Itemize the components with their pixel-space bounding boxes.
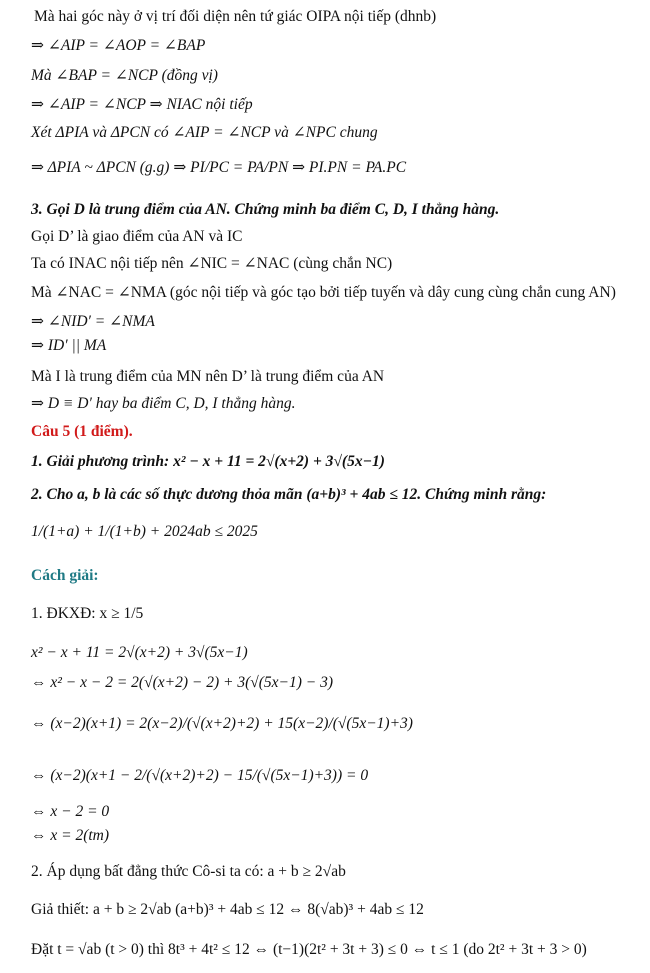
similar-triangles-line: ⇒ ΔPIA ~ ΔPCN (g.g) ⇒ PI/PC = PA/PN ⇒ PI.PN = PA.PC bbox=[31, 159, 407, 176]
text-line-7: Gọi D’ là giao điểm của AN và IC bbox=[31, 228, 243, 245]
question-5-heading: Câu 5 (1 điểm). bbox=[31, 423, 133, 440]
text-line-5: Xét ΔPIA và ΔPCN có ∠AIP = ∠NCP và ∠NPC chung bbox=[31, 124, 378, 141]
section-3-heading: 3. Gọi D là trung điểm của AN. Chứng minh ba điểm C, D, I thẳng hàng. bbox=[31, 201, 500, 218]
text-line-3: Mà ∠BAP = ∠NCP (đồng vị) bbox=[31, 67, 218, 84]
text-line-8: Ta có INAC nội tiếp nên ∠NIC = ∠NAC (cùng chắn NC) bbox=[31, 255, 393, 272]
text-line-1: Mà hai góc này ở vị trí đối diện nên tứ giác OIPA nội tiếp (dhnb) bbox=[34, 8, 437, 25]
text-line-11: ⇒ ID′ || MA bbox=[31, 337, 107, 354]
equation-line-6: ⇔ x = 2(tm) bbox=[31, 827, 110, 844]
equation-line-2: ⇔ x² − x − 2 = 2(√(x+2) − 2) + 3(√(5x−1) − 3) bbox=[31, 674, 334, 691]
equation-line-4: ⇔ (x−2)(x+1 − 2/(√(x+2)+2) − 15/(√(5x−1)+3)) = 0 bbox=[31, 767, 369, 784]
text-line-12: Mà I là trung điểm của MN nên D’ là trung điểm của AN bbox=[31, 368, 385, 385]
am-gm-line: 2. Áp dụng bất đẳng thức Cô-si ta có: a + b ≥ 2√ab bbox=[31, 863, 346, 880]
inequality-to-prove: 1/(1+a) + 1/(1+b) + 2024ab ≤ 2025 bbox=[31, 523, 258, 540]
hypothesis-line: Giả thiết: a + b ≥ 2√ab (a+b)³ + 4ab ≤ 12 ⇔ 8(√ab)³ + 4ab ≤ 12 bbox=[31, 901, 424, 918]
text-line-2: ⇒ ∠AIP = ∠AOP = ∠BAP bbox=[31, 37, 206, 54]
text-line-13: ⇒ D ≡ D′ hay ba điểm C, D, I thẳng hàng. bbox=[31, 395, 296, 412]
text-line-10: ⇒ ∠NID′ = ∠NMA bbox=[31, 313, 155, 330]
text-line-4: ⇒ ∠AIP = ∠NCP ⇒ NIAC nội tiếp bbox=[31, 96, 253, 113]
substitution-line: Đặt t = √ab (t > 0) thì 8t³ + 4t² ≤ 12 ⇔ (t−1)(2t² + 3t + 3) ≤ 0 ⇔ t ≤ 1 (do 2t² + 3t + 3 > 0) bbox=[31, 941, 587, 958]
equation-line-5: ⇔ x − 2 = 0 bbox=[31, 803, 110, 820]
text-line-9: Mà ∠NAC = ∠NMA (góc nội tiếp và góc tạo bởi tiếp tuyến và dây cung cùng chắn cung AN) bbox=[31, 284, 616, 301]
equation-line-3: ⇔ (x−2)(x+1) = 2(x−2)/(√(x+2)+2) + 15(x−2)/(√(5x−1)+3) bbox=[31, 715, 413, 732]
problem-5-1: 1. Giải phương trình: x² − x + 11 = 2√(x+2) + 3√(5x−1) bbox=[31, 453, 385, 470]
domain-condition: 1. ĐKXĐ: x ≥ 1/5 bbox=[31, 605, 144, 622]
problem-5-2: 2. Cho a, b là các số thực dương thỏa mãn (a+b)³ + 4ab ≤ 12. Chứng minh rằng: bbox=[31, 486, 547, 503]
solution-heading: Cách giải: bbox=[31, 567, 99, 584]
equation-line-1: x² − x + 11 = 2√(x+2) + 3√(5x−1) bbox=[31, 644, 248, 661]
